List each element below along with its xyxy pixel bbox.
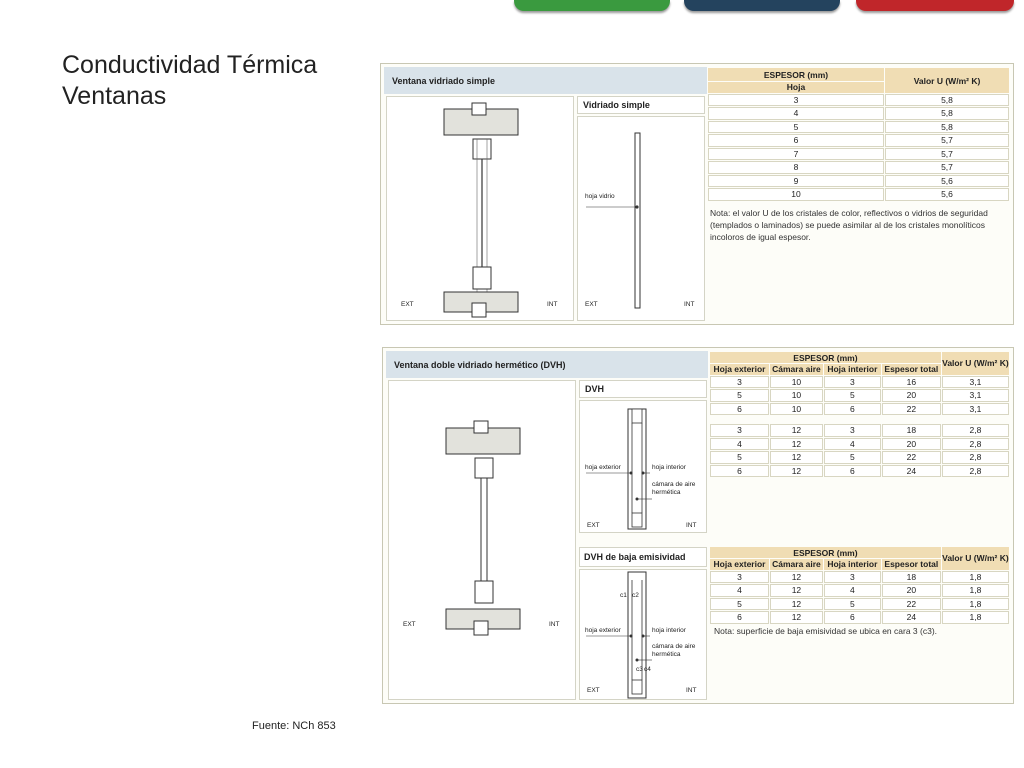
table-cell: 5 — [710, 598, 769, 611]
table-cell: 12 — [770, 424, 823, 437]
dvh-table-row — [710, 376, 1009, 389]
int-label: INT — [547, 301, 558, 308]
dvh-low-e-label: DVH de baja emisividad — [584, 552, 686, 562]
single-table-row — [708, 175, 1009, 188]
window-section-svg — [387, 97, 575, 322]
table-cell: 4 — [824, 584, 881, 597]
table-cell: 3 — [824, 424, 881, 437]
top-bar-green — [514, 0, 670, 11]
dvh-window-section-drawing — [388, 380, 576, 700]
dvh-table-row — [710, 403, 1009, 416]
single-table-row — [708, 107, 1009, 120]
low-e-col-camara: Cámara aire — [770, 559, 823, 570]
dvh-table-row — [710, 451, 1009, 464]
low-e-hoja-exterior: hoja exterior — [585, 627, 621, 634]
hoja-header: Hoja — [708, 82, 884, 93]
table-cell: 2,8 — [942, 465, 1009, 478]
dvh-col-espesor-total: Espesor total — [882, 364, 941, 375]
table-cell: 10 — [770, 376, 823, 389]
table-cell: 5,7 — [885, 148, 1009, 161]
source-citation: Fuente: NCh 853 — [252, 720, 336, 732]
dvh-detail — [579, 400, 707, 533]
int-label-2: INT — [684, 301, 695, 308]
hoja-vidrio-label: hoja vidrio — [585, 193, 615, 200]
table-cell: 1,8 — [942, 571, 1009, 584]
table-cell: 12 — [770, 598, 823, 611]
table-cell: 3,1 — [942, 389, 1009, 402]
low-e-col-hoja-exterior: Hoja exterior — [710, 559, 769, 570]
dvh-table — [709, 351, 1010, 478]
table-spacer-cell — [710, 416, 769, 423]
dvh-col-hoja-interior: Hoja interior — [824, 364, 881, 375]
table-cell: 12 — [770, 465, 823, 478]
table-cell: 5 — [824, 451, 881, 464]
table-cell: 10 — [770, 389, 823, 402]
dvh-int-label: INT — [549, 621, 560, 628]
dvh-ext: EXT — [587, 522, 600, 529]
c3-label: c3 — [636, 666, 643, 673]
low-e-table-row — [710, 598, 1009, 611]
table-cell: 5 — [710, 389, 769, 402]
table-cell: 24 — [882, 611, 941, 624]
table-cell: 6 — [710, 465, 769, 478]
dvh-col-camara: Cámara aire — [770, 364, 823, 375]
dvh-col-hoja-exterior: Hoja exterior — [710, 364, 769, 375]
c1-label: c1 — [620, 592, 627, 599]
table-cell: 6 — [824, 403, 881, 416]
single-table-row — [708, 94, 1009, 107]
top-bar-red — [856, 0, 1014, 11]
table-cell: 5,7 — [885, 161, 1009, 174]
espesor-header: ESPESOR (mm) — [708, 68, 884, 81]
table-cell: 4 — [708, 107, 884, 120]
single-glazing-note: Nota: el valor U de los cristales de color, reflectivos o vidrios de seguridad (templados o laminados) se puede asimilar al de los cristales monolíticos incoloros de igual espesor. — [710, 208, 988, 242]
single-glazing-table — [707, 67, 1010, 202]
dvh-window-section-svg — [389, 381, 577, 701]
ext-label: EXT — [401, 301, 414, 308]
top-bar-navy — [684, 0, 840, 11]
low-e-u-header: Valor U (W/m² K) — [942, 547, 1009, 570]
low-e-table-row — [710, 611, 1009, 624]
dvh-table-row — [710, 438, 1009, 451]
table-cell: 6 — [824, 465, 881, 478]
single-table-row — [708, 188, 1009, 201]
dvh-low-e-detail — [579, 569, 707, 700]
table-cell: 18 — [882, 424, 941, 437]
dvh-low-e-table — [709, 546, 1010, 625]
table-spacer-cell — [882, 416, 941, 423]
u-value-header: Valor U (W/m² K) — [885, 68, 1009, 93]
table-cell: 12 — [770, 571, 823, 584]
table-cell: 6 — [708, 134, 884, 147]
table-cell: 6 — [710, 403, 769, 416]
low-e-int: INT — [686, 687, 697, 694]
dvh-ext-label: EXT — [403, 621, 416, 628]
table-cell: 3 — [710, 424, 769, 437]
dvh-low-e-label-box — [579, 547, 707, 567]
single-table-row — [708, 121, 1009, 134]
table-cell: 5 — [824, 598, 881, 611]
dvh-table-row — [710, 424, 1009, 437]
table-cell: 5 — [710, 451, 769, 464]
table-cell: 1,8 — [942, 584, 1009, 597]
table-cell: 5,7 — [885, 134, 1009, 147]
table-cell: 22 — [882, 598, 941, 611]
title-line-1: Conductividad Térmica — [62, 51, 318, 79]
ext-label-2: EXT — [585, 301, 598, 308]
table-cell: 3 — [824, 376, 881, 389]
slide-title — [62, 50, 317, 112]
low-e-col-espesor-total: Espesor total — [882, 559, 941, 570]
low-e-col-hoja-interior: Hoja interior — [824, 559, 881, 570]
table-cell: 4 — [710, 584, 769, 597]
single-glass-svg — [578, 117, 706, 322]
low-e-hoja-interior: hoja interior — [652, 627, 686, 634]
table-cell: 3,1 — [942, 403, 1009, 416]
low-e-espesor-header: ESPESOR (mm) — [710, 547, 941, 558]
table-cell: 2,8 — [942, 451, 1009, 464]
panel-header-single: Ventana vidriado simple — [384, 67, 707, 94]
table-cell: 1,8 — [942, 598, 1009, 611]
table-cell: 8 — [708, 161, 884, 174]
table-cell: 20 — [882, 584, 941, 597]
table-cell: 20 — [882, 438, 941, 451]
table-cell: 9 — [708, 175, 884, 188]
panel-header-dvh: Ventana doble vidriado hermético (DVH) — [386, 351, 708, 378]
table-spacer-cell — [942, 416, 1009, 423]
low-e-table-row — [710, 584, 1009, 597]
c4-label: c4 — [644, 666, 651, 673]
table-cell: 12 — [770, 611, 823, 624]
table-spacer-cell — [770, 416, 823, 423]
dvh-label: DVH — [585, 384, 605, 394]
single-table-row — [708, 148, 1009, 161]
table-cell: 16 — [882, 376, 941, 389]
dvh-espesor-header: ESPESOR (mm) — [710, 352, 941, 363]
table-cell: 4 — [710, 438, 769, 451]
table-cell: 5,6 — [885, 175, 1009, 188]
window-section-drawing — [386, 96, 574, 321]
table-spacer-cell — [824, 416, 881, 423]
low-e-note: Nota: superficie de baja emisividad se ubica en cara 3 (c3). — [714, 626, 938, 636]
table-cell: 3 — [710, 571, 769, 584]
table-cell: 5 — [708, 121, 884, 134]
table-cell: 7 — [708, 148, 884, 161]
panel-single-glazing — [380, 63, 1014, 325]
table-cell: 3 — [710, 376, 769, 389]
table-cell: 6 — [824, 611, 881, 624]
table-cell: 5,8 — [885, 107, 1009, 120]
dvh-label-box — [579, 380, 707, 398]
dvh-table-row — [710, 465, 1009, 478]
table-cell: 6 — [710, 611, 769, 624]
table-cell: 18 — [882, 571, 941, 584]
table-cell: 12 — [770, 584, 823, 597]
table-cell: 12 — [770, 438, 823, 451]
table-spacer-row — [710, 416, 1009, 423]
dvh-u-header: Valor U (W/m² K) — [942, 352, 1009, 375]
table-cell: 5 — [824, 389, 881, 402]
table-cell: 5,6 — [885, 188, 1009, 201]
dvh-int: INT — [686, 522, 697, 529]
table-cell: 3,1 — [942, 376, 1009, 389]
table-cell: 12 — [770, 451, 823, 464]
single-glazing-label: Vidriado simple — [583, 100, 650, 110]
low-e-table-row — [710, 571, 1009, 584]
c2-label: c2 — [632, 592, 639, 599]
single-glazing-label-box — [577, 96, 705, 114]
table-cell: 22 — [882, 403, 941, 416]
dvh-hoja-exterior: hoja exterior — [585, 464, 621, 471]
single-glazing-detail — [577, 116, 705, 321]
panel-double-glazing — [382, 347, 1014, 704]
dvh-hoja-interior: hoja interior — [652, 464, 686, 471]
table-cell: 4 — [824, 438, 881, 451]
table-cell: 3 — [824, 571, 881, 584]
table-cell: 1,8 — [942, 611, 1009, 624]
table-cell: 24 — [882, 465, 941, 478]
low-e-ext: EXT — [587, 687, 600, 694]
single-table-row — [708, 161, 1009, 174]
table-cell: 5,8 — [885, 94, 1009, 107]
title-line-2: Ventanas — [62, 82, 167, 110]
low-e-camara: cámara de aire hermética — [652, 643, 696, 658]
table-cell: 10 — [708, 188, 884, 201]
dvh-table-row — [710, 389, 1009, 402]
table-cell: 20 — [882, 389, 941, 402]
dvh-low-e-svg — [580, 570, 708, 701]
table-cell: 2,8 — [942, 424, 1009, 437]
table-cell: 5,8 — [885, 121, 1009, 134]
dvh-camara: cámara de aire hermética — [652, 481, 696, 496]
table-cell: 10 — [770, 403, 823, 416]
table-cell: 3 — [708, 94, 884, 107]
table-cell: 2,8 — [942, 438, 1009, 451]
table-cell: 22 — [882, 451, 941, 464]
single-table-row — [708, 134, 1009, 147]
